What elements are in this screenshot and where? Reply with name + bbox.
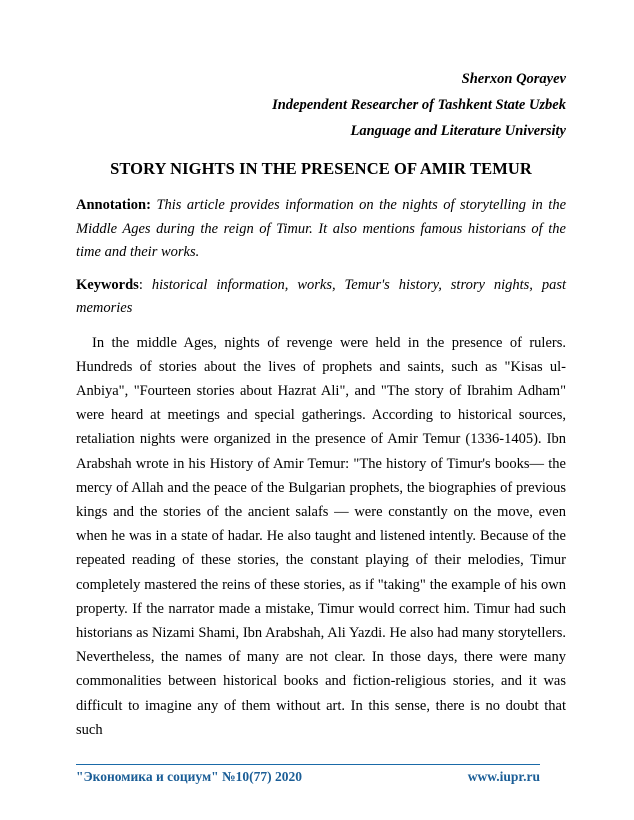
page-footer bbox=[76, 764, 540, 785]
body-paragraph: In the middle Ages, nights of revenge were held in the presence of rulers. Hundreds of stories about the lives of prophets and saints, such as "Kisas ul-Anbiya", "Fourteen stories about Hazrat Ali", and "The story of Ibrahim Adham" were heard at meetings and special gatherings. According to historical sources, retaliation nights were organized in the presence of Amir Temur (1336-1405). Ibn Arabshah wrote in his History of Amir Temur: "The history of Timur's books— the mercy of Allah and the peace of the Bulgarian prophets, the biographies of previous kings and the stories of the ancient salafs — were constantly on the move, even when he was in a state of hadar. He also taught and listened intently. Because of the repeated reading of these stories, the constant playing of their melodies, Timur completely mastered the reins of these stories, as if "taking" the example of his own property. If the narrator made a mistake, Timur would correct him. Timur had such historians as Nizami Shami, Ibn Arabshah, Ali Yazdi. He also had many storytellers. Nevertheless, the names of many are not clear. In those days, there were many commonalities between historical books and fiction-religious stories, and it was difficult to imagine any of them without art. In this sense, there is no doubt that such bbox=[76, 334, 566, 738]
footer-website-link[interactable]: www.iupr.ru bbox=[467, 769, 540, 784]
author-affiliation-line-2: Language and Literature University bbox=[350, 123, 566, 139]
author-block bbox=[76, 66, 566, 144]
annotation-text: This article provides information on the nights of storytelling in the Middle Ages during the reign of Timur. It also mentions famous historians of the time and their works. bbox=[76, 197, 567, 260]
keywords-separator: : bbox=[138, 276, 143, 293]
annotation-label: Annotation: bbox=[76, 197, 151, 213]
keywords-section bbox=[76, 274, 566, 321]
keywords-label: Keywords bbox=[76, 276, 139, 293]
author-affiliation-line-1: Independent Researcher of Tashkent State Uzbek bbox=[272, 97, 566, 113]
article-page bbox=[76, 60, 566, 742]
footer-journal: "Экономика и социум" №10(77) 2020 bbox=[76, 769, 302, 784]
article-title: STORY NIGHTS IN THE PRESENCE OF AMIR TEMUR bbox=[110, 159, 532, 178]
annotation-section bbox=[76, 194, 566, 265]
author-name: Sherxon Qorayev bbox=[461, 71, 566, 87]
keywords-text: historical information, works, Temur's history, strory nights, past memories bbox=[76, 276, 566, 316]
